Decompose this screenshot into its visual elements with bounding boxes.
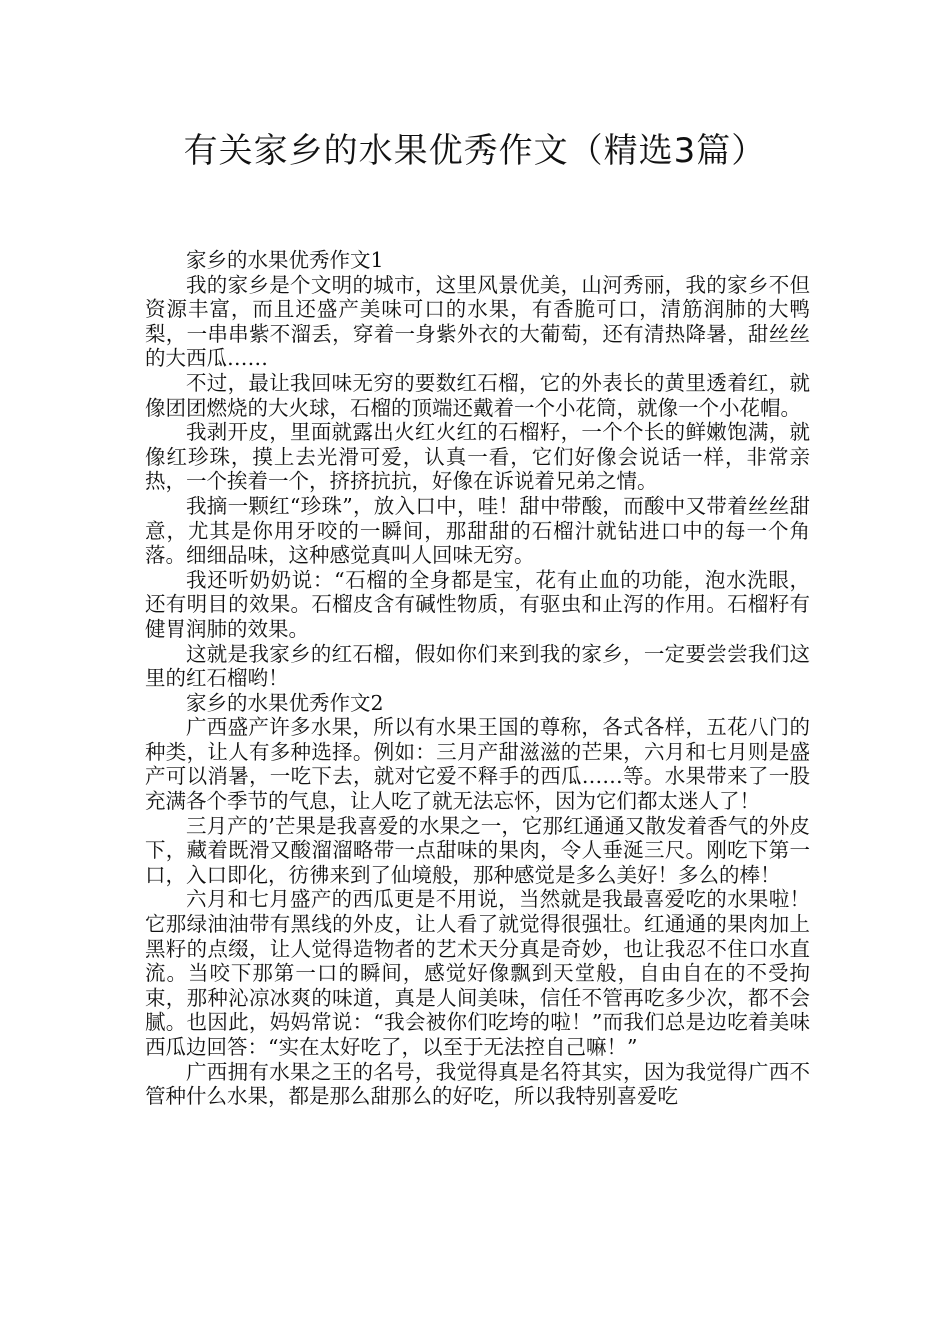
paragraph: 广西盛产许多水果，所以有水果王国的尊称，各式各样，五花八门的种类，让人有多种选择。例如：三月产甜滋滋的芒果，六月和七月则是盛产可以消暑，一吃下去，就对它爱不释手的西瓜……等。水果带来了一股充满各个季节的气息，让人吃了就无法忘怀，因为它们都太迷人了！	[145, 715, 810, 814]
paragraph: 广西拥有水果之王的名号，我觉得真是名符其实，因为我觉得广西不管种什么水果，都是那么甜那么的好吃，所以我特别喜爱吃	[145, 1059, 810, 1109]
section-heading-2: 家乡的水果优秀作文2	[186, 690, 384, 715]
paragraph: 六月和七月盛产的西瓜更是不用说，当然就是我最喜爱吃的水果啦！它那绿油油带有黑线的外皮，让人看了就觉得很强壮。红通通的果肉加上黑籽的点缀，让人觉得造物者的艺术天分真是奇妙，也让我忍不住口水直流。当咬下那第一口的瞬间，感觉好像飘到天堂般，自由自在的不受拘束，那种沁凉冰爽的味道，真是人间美味，信任不管再吃多少次，都不会腻。也因此，妈妈常说：“我会被你们吃垮的啦！”而我们总是边吃着美味西瓜边回答：“实在太好吃了，以至于无法控自己嘛！”	[145, 887, 810, 1059]
paragraph: 我剥开皮，里面就露出火红火红的石榴籽，一个个长的鲜嫩饱满，就像红珍珠，摸上去光滑可爱，认真一看，它们好像会说话一样，非常亲热，一个挨着一个，挤挤抗抗，好像在诉说着兄弟之情。	[145, 420, 810, 494]
paragraph: 我的家乡是个文明的城市，这里风景优美，山河秀丽，我的家乡不但资源丰富，而且还盛产美味可口的水果，有香脆可口，清筋润肺的大鸭梨，一串串紫不溜丢，穿着一身紫外衣的大葡萄，还有清热降暑，甜丝丝的大西瓜……	[145, 272, 810, 371]
document-title: 有关家乡的水果优秀作文（精选3篇）	[183, 131, 767, 171]
section-heading-1: 家乡的水果优秀作文1	[186, 248, 384, 272]
paragraph: 我还听奶奶说：“石榴的全身都是宝，花有止血的功能，泡水洗眼，还有明目的效果。石榴皮含有碱性物质，有驱虫和止泻的作用。石榴籽有健胃润肺的效果。	[145, 567, 810, 641]
paragraph: 我摘一颗红“珍珠”，放入口中，哇！甜中带酸，而酸中又带着丝丝甜意，尤其是你用牙咬的一瞬间，那甜甜的石榴汁就钻进口中的每一个角落。细细品味，这种感觉真叫人回味无穷。	[145, 493, 810, 568]
document-body	[145, 248, 810, 1109]
paragraph: 三月产的’芒果是我喜爱的水果之一，它那红通通又散发着香气的外皮下，藏着既滑又酸溜溜略带一点甜味的果肉，令人垂涎三尺。刚吃下第一口，入口即化，彷彿来到了仙境般，那种感觉是多么美好！多么的棒！	[145, 813, 810, 887]
paragraph: 这就是我家乡的红石榴，假如你们来到我的家乡，一定要尝尝我们这里的红石榴哟！	[145, 641, 810, 691]
paragraph: 不过，最让我回味无穷的要数红石榴，它的外表长的黄里透着红，就像团团燃烧的大火球，石榴的顶端还戴着一个小花筒，就像一个小花帽。	[145, 370, 810, 420]
